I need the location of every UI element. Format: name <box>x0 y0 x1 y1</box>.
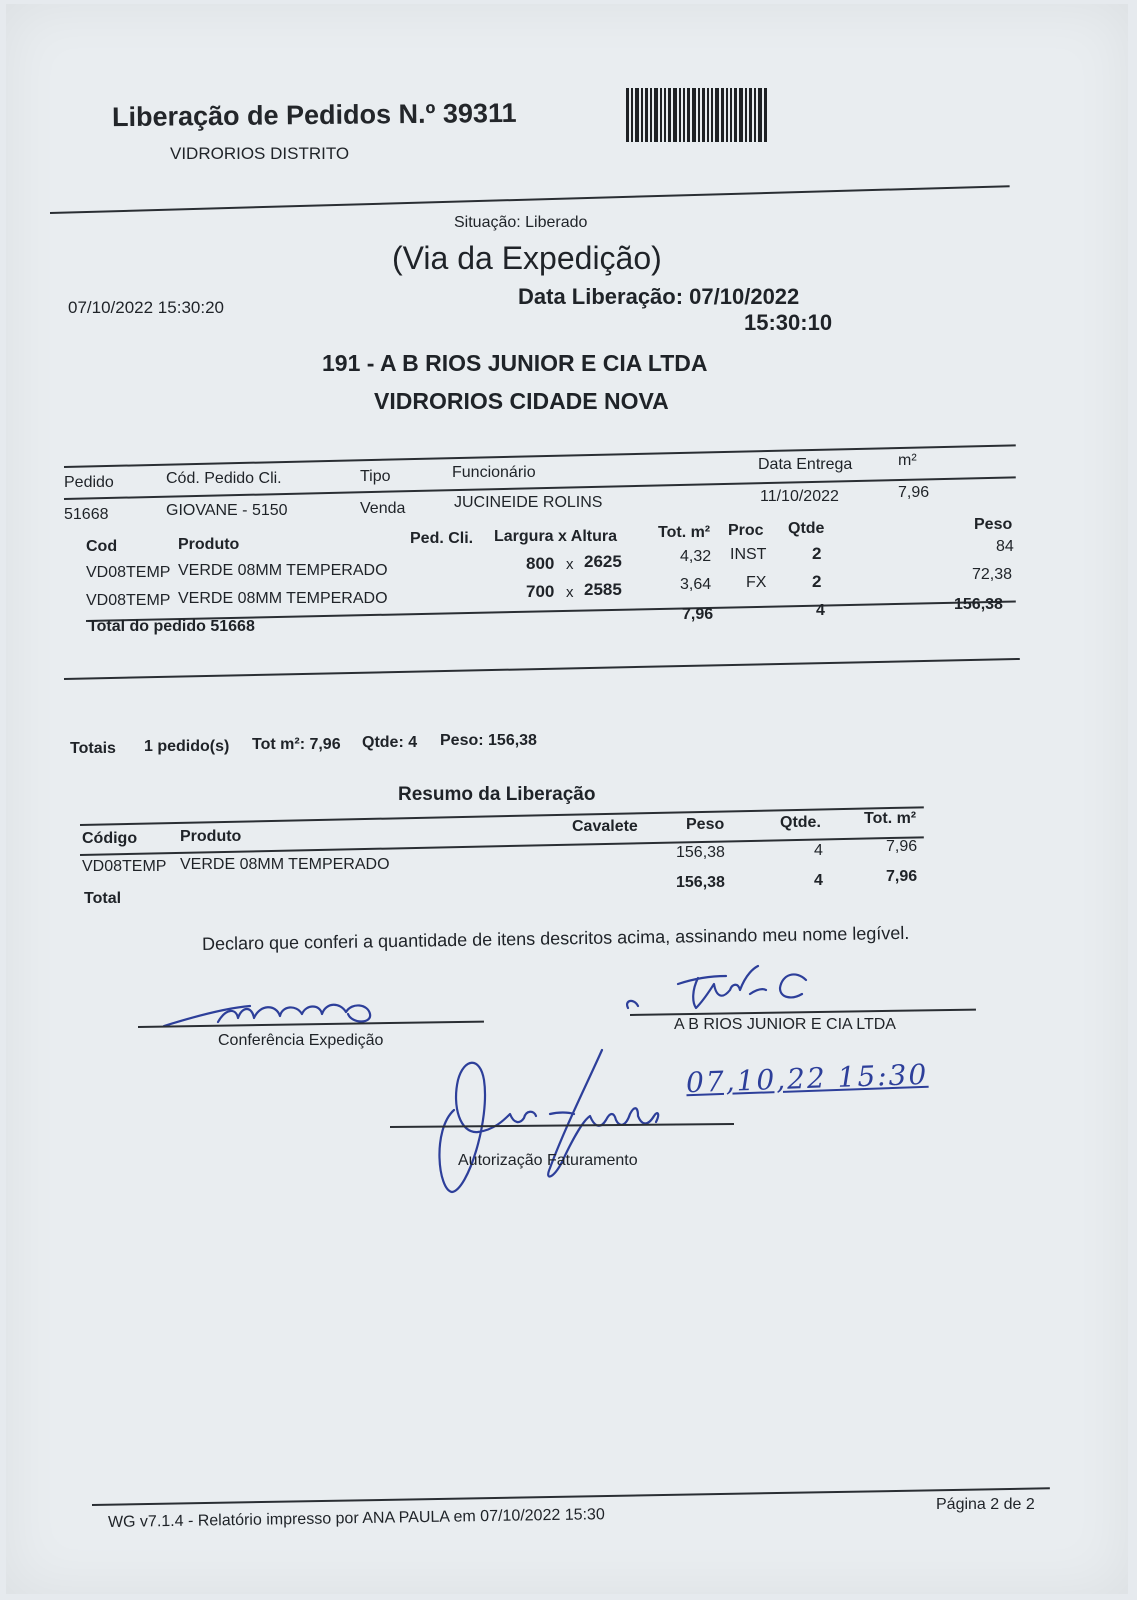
client-store: VIDRORIOS CIDADE NOVA <box>374 388 669 414</box>
order-total-m2: 7,96 <box>682 606 714 623</box>
summary-total-peso: 156,38 <box>676 874 725 891</box>
declaration-text: Declaro que conferi a quantidade de itens descritos acima, assinando meu nome legível. <box>201 922 910 954</box>
items-col-largura-altura: Largura x Altura <box>494 528 617 545</box>
summary-total-label: Total <box>84 890 122 907</box>
header-divider <box>50 185 1010 214</box>
totals-m2: Tot m²: 7,96 <box>252 736 341 753</box>
summary-col-cavalete: Cavalete <box>572 818 638 835</box>
footer-print-info: WG v7.1.4 - Relatório impresso por ANA PAULA em 07/10/2022 15:30 <box>107 1506 605 1531</box>
item-1-produto: VERDE 08MM TEMPERADO <box>178 562 388 579</box>
item-2-peso: 72,38 <box>972 566 1013 583</box>
summary-col-peso: Peso <box>686 816 725 833</box>
barcode <box>626 88 798 142</box>
totals-pedidos: 1 pedido(s) <box>144 738 230 755</box>
items-col-tot-m2: Tot. m² <box>658 524 711 541</box>
items-col-cod: Cod <box>86 538 118 555</box>
order-client-code: GIOVANE - 5150 <box>166 502 288 519</box>
handwritten-date: 07,10,22 15:30 <box>685 1057 929 1100</box>
item-1-peso: 84 <box>996 538 1014 555</box>
client-name: 191 - A B RIOS JUNIOR E CIA LTDA <box>322 350 708 376</box>
order-type: Venda <box>360 500 406 517</box>
order-number: 51668 <box>64 506 109 523</box>
col-cod-pedido-cli: Cód. Pedido Cli. <box>166 470 282 487</box>
document-title: Liberação de Pedidos N.º 39311 <box>111 97 517 133</box>
item-1-proc: INST <box>730 546 767 563</box>
situation-label: Situação: Liberado <box>454 214 588 231</box>
item-2-altura: 2585 <box>584 580 622 599</box>
col-pedido: Pedido <box>64 474 114 491</box>
item-1-qtde: 2 <box>812 544 822 563</box>
items-col-proc: Proc <box>728 522 764 539</box>
release-time: 15:30:10 <box>744 310 833 335</box>
item-2-largura: 700 <box>526 582 555 601</box>
item-2-tot-m2: 3,64 <box>680 576 712 593</box>
release-date: Data Liberação: 07/10/2022 <box>518 284 800 309</box>
item-1-cod: VD08TEMP <box>86 564 171 581</box>
summary-col-produto: Produto <box>180 828 242 845</box>
document-page <box>6 4 1128 1594</box>
order-delivery-date: 11/10/2022 <box>760 488 839 505</box>
item-1-tot-m2: 4,32 <box>680 548 712 565</box>
col-funcionario: Funcionário <box>452 464 536 481</box>
summary-row-codigo: VD08TEMP <box>82 858 167 875</box>
summary-total-tot-m2: 7,96 <box>886 868 918 885</box>
autorizacao-label: Autorização Faturamento <box>458 1152 638 1169</box>
conferencia-label: Conferência Expedição <box>218 1032 384 1049</box>
summary-col-qtde: Qtde. <box>780 814 821 831</box>
order-total-label: Total do pedido 51668 <box>88 618 255 635</box>
summary-row-produto: VERDE 08MM TEMPERADO <box>180 856 390 873</box>
conferencia-signature <box>156 994 386 1034</box>
totals-peso: Peso: 156,38 <box>440 732 537 749</box>
item-2-qtde: 2 <box>812 572 822 591</box>
order-total-peso: 156,38 <box>954 596 1003 613</box>
order-m2: 7,96 <box>898 484 930 501</box>
item-2-proc: FX <box>746 574 767 591</box>
client-signature <box>622 964 822 1014</box>
summary-col-tot-m2: Tot. m² <box>864 810 917 827</box>
summary-total-qtde: 4 <box>814 872 823 889</box>
summary-title: Resumo da Liberação <box>398 784 596 805</box>
page-number: Página 2 de 2 <box>936 1496 1035 1513</box>
summary-row-peso: 156,38 <box>676 844 725 861</box>
summary-row-qtde: 4 <box>814 842 823 859</box>
copy-label: (Via da Expedição) <box>392 240 662 276</box>
item-1-altura: 2625 <box>584 552 622 571</box>
company-name: VIDRORIOS DISTRITO <box>170 144 350 163</box>
col-tipo: Tipo <box>360 468 391 485</box>
summary-row-tot-m2: 7,96 <box>886 838 918 855</box>
items-col-qtde: Qtde <box>788 520 825 537</box>
item-2-produto: VERDE 08MM TEMPERADO <box>178 590 388 607</box>
items-col-produto: Produto <box>178 536 240 553</box>
order-employee: JUCINEIDE ROLINS <box>454 494 603 511</box>
order-total-qtde: 4 <box>816 602 825 619</box>
items-col-ped-cli: Ped. Cli. <box>410 530 474 547</box>
item-2-times: x <box>566 584 574 601</box>
summary-col-codigo: Código <box>82 830 138 847</box>
totals-qtde: Qtde: 4 <box>362 734 418 751</box>
order-top-rule <box>64 444 1016 468</box>
items-col-peso: Peso <box>974 516 1013 533</box>
col-m2: m² <box>898 452 917 469</box>
item-1-times: x <box>566 556 574 573</box>
col-data-entrega: Data Entrega <box>758 456 853 473</box>
order-bottom-rule <box>64 658 1020 680</box>
footer-rule <box>92 1487 1050 1506</box>
client-signature-label: A B RIOS JUNIOR E CIA LTDA <box>674 1016 896 1033</box>
totals-label: Totais <box>70 740 116 757</box>
print-datetime: 07/10/2022 15:30:20 <box>68 298 224 317</box>
item-1-largura: 800 <box>526 554 555 573</box>
item-2-cod: VD08TEMP <box>86 592 171 609</box>
